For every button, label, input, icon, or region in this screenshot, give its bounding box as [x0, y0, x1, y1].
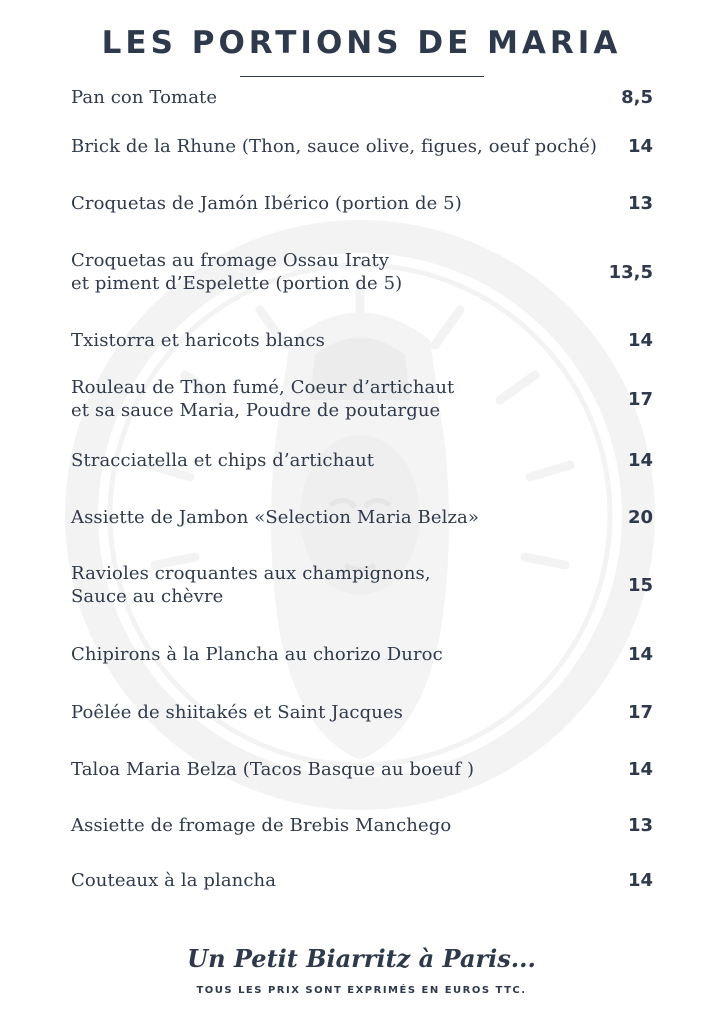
menu-item-price: 13 — [627, 814, 653, 836]
menu-item-name — [71, 449, 374, 472]
menu-item-name — [71, 814, 451, 837]
menu-item — [71, 86, 653, 109]
menu-item — [71, 192, 653, 215]
menu-item-name-line: et sa sauce Maria, Poudre de poutargue — [71, 400, 441, 421]
page-title: LES PORTIONS DE MARIA — [101, 25, 622, 61]
menu-item-price: 14 — [627, 329, 653, 351]
tagline: Un Petit Biarritz à Paris... — [187, 944, 536, 973]
menu-item-name — [71, 869, 276, 892]
menu-item — [71, 329, 653, 352]
menu-item-price: 14 — [627, 869, 653, 891]
menu-item-name-line: Croquetas au fromage Ossau Iraty — [71, 250, 390, 271]
menu-item-name-line: Rouleau de Thon fumé, Coeur d’artichaut — [71, 377, 455, 398]
menu-item-name — [71, 376, 454, 422]
menu-item-price: 14 — [627, 643, 653, 665]
menu-item-name — [71, 758, 474, 781]
menu-item-name — [71, 135, 597, 158]
price-note: TOUS LES PRIX SONT EXPRIMÉS EN EUROS TTC. — [196, 985, 527, 996]
menu-item-name-line: Assiette de fromage de Brebis Manchego — [71, 814, 452, 836]
menu-item-name-line: Taloa Maria Belza (Tacos Basque au boeuf ) — [71, 758, 475, 780]
menu-item-name — [71, 192, 462, 215]
menu-item-name-line: Chipirons à la Plancha au chorizo Duroc — [71, 643, 443, 665]
menu-item-price: 14 — [627, 135, 653, 157]
menu-item — [71, 643, 653, 666]
menu-item — [71, 562, 653, 608]
menu-item-price: 13,5 — [608, 261, 653, 283]
menu-item-name — [71, 329, 325, 352]
menu-item-price: 17 — [627, 701, 653, 723]
menu-item-price: 17 — [627, 388, 653, 410]
menu-item-name-line: et piment d’Espelette (portion de 5) — [71, 273, 403, 294]
menu-item-name-line: Pan con Tomate — [71, 86, 218, 108]
menu-item-name-line: Sauce au chèvre — [71, 586, 224, 607]
menu-item-price: 8,5 — [621, 86, 653, 108]
menu-item — [71, 249, 653, 295]
menu-item-price: 14 — [627, 758, 653, 780]
menu-item-price: 20 — [627, 506, 653, 528]
menu-item-price: 13 — [627, 192, 653, 214]
menu-item-name-line: Assiette de Jambon «Selection Maria Belza» — [71, 506, 479, 528]
menu-item — [71, 814, 653, 837]
menu-item-name-line: Txistorra et haricots blancs — [71, 329, 326, 351]
menu-item-name — [71, 701, 403, 724]
menu-item — [71, 376, 653, 422]
menu-item-name — [71, 562, 431, 608]
menu-item — [71, 449, 653, 472]
menu-item-name-line: Croquetas de Jamón Ibérico (portion de 5) — [71, 192, 462, 214]
menu-item-name-line: Stracciatella et chips d’artichaut — [71, 449, 375, 471]
menu-item-name — [71, 249, 402, 295]
menu-item-name-line: Ravioles croquantes aux champignons, — [71, 563, 431, 584]
menu-item-name-line: Couteaux à la plancha — [71, 869, 277, 891]
menu-item — [71, 869, 653, 892]
menu-item — [71, 506, 653, 529]
menu-item-name — [71, 86, 217, 109]
menu-item — [71, 758, 653, 781]
menu-item-name — [71, 506, 479, 529]
menu-item-price: 15 — [627, 574, 653, 596]
title-divider — [240, 76, 484, 77]
menu-item — [71, 135, 653, 158]
menu-item — [71, 701, 653, 724]
menu-item-name-line: Brick de la Rhune (Thon, sauce olive, figues, oeuf poché) — [71, 135, 597, 157]
menu-item-name — [71, 643, 443, 666]
menu-item-name-line: Poêlée de shiitakés et Saint Jacques — [71, 701, 403, 723]
menu-item-price: 14 — [627, 449, 653, 471]
